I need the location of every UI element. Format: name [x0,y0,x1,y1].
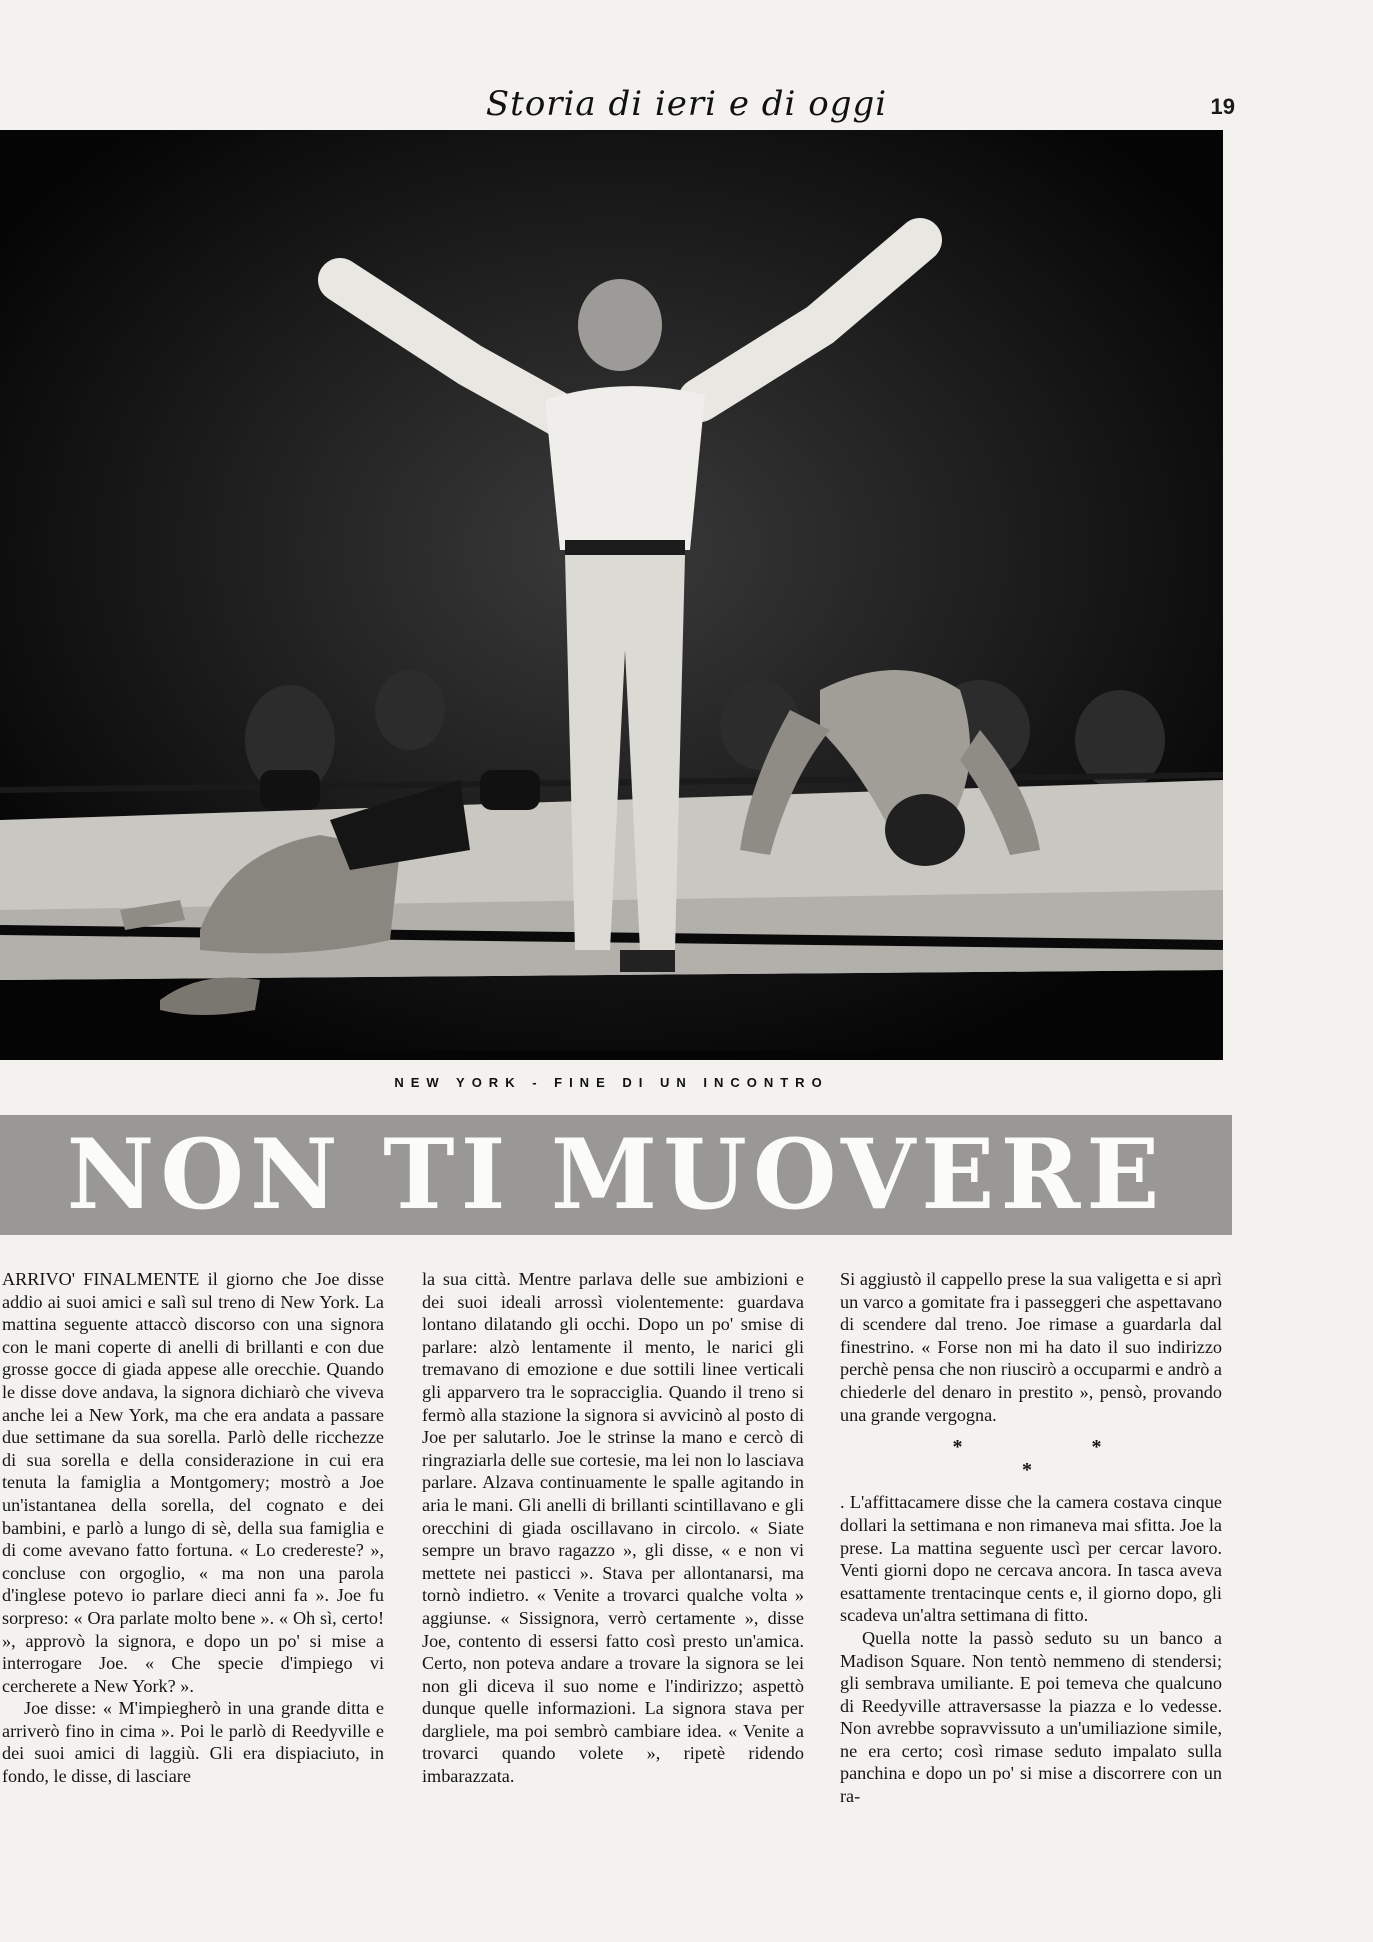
page-number: 19 [1210,94,1235,119]
photo-caption: NEW YORK - FINE DI UN INCONTRO [394,1075,829,1090]
boxing-photo-illustration [0,130,1223,1060]
article-title: NON TI MUOVERE [66,1118,1166,1231]
article-title-band [0,1115,1232,1235]
article-column-2 [422,1268,804,1788]
paragraph: la sua città. Mentre parlava delle sue ambizioni e dei suoi ideali arrossì violentemente: guardava lontano dilatando gli occhi. Dopo un po' smise di parlare: alzò lentamente il mento, le narici gli tremavano di emozione e due sottili linee verticali gli apparvero tra le sopracciglia. Quando il treno si fermò alla stazione la signora si avvicinò al posto di Joe per salutarlo. Joe le strinse la mano e cercò di ringraziarla delle sue cortesie, ma lei non lo lasciava parlare. Alzava continuamente le spalle agitando in aria le mani. Gli anelli di brillanti scintillavano e gli orecchini di giada oscillavano in circolo. « Siate sempre un bravo ragazzo », gli disse, « e non vi mettete nei pasticci ». Stava per allontanarsi, ma tornò indietro. « Venite a trovarci qualche volta » aggiunse. « Sissignora, verrò certamente », disse Joe, contento di essersi fatto così presto un'amica. Certo, non poteva andare a trovare la signora se lei non gli diceva il suo nome e l'indirizzo; aspettò dunque quelle informazioni. La signora stava per dargliele, ma poi sembrò cambiare idea. « Venite a trovarci quando volete », ripetè ridendo imbarazzata. [422,1269,804,1787]
article-body [0,1268,1373,1898]
section-break: * * * [952,1436,1164,1481]
paragraph: . L'affittacamere disse che la camera costava cinque dollari la settimana e non rimaneva mai sfitta. Joe la prese. La mattina seguente uscì per cercar lavoro. Venti giorni dopo ne cercava ancora. In tasca aveva esattamente trentacinque cents e, il giorno dopo, gli scadeva un'altra settimana di fitto. [840,1492,1222,1626]
paragraph: Si aggiustò il cappello prese la sua valigetta e si aprì un varco a gomitate fra i passeggeri che aspettavano di scendere dal treno. Joe rimase a guardarla dal finestrino. « Forse non mi ha dato il suo indirizzo perchè pensa che non riuscirò a occuparmi e andrò a chiederle del denaro in prestito », pensò, provando una grande vergogna. [840,1269,1222,1425]
boxing-photo [0,130,1223,1060]
running-header-title: Storia di ieri e di oggi [485,84,888,124]
paragraph: ARRIVO' FINALMENTE il giorno che Joe disse addio ai suoi amici e salì sul treno di New York. La mattina seguente attaccò discorso con una signora con le mani coperte di anelli di brillanti e con due grosse gocce di giada appese alle orecchie. Quando le disse dove andava, la signora dichiarò che viveva anche lei a New York, ma che era andata a passare due settimane da sua sorella. Parlò delle ricchezze di sua sorella e della considerazione in cui era tenuta la famiglia a Montgomery; mostrò a Joe un'istantanea della sorella, del cognato e dei bambini, e parlò a lungo di sè, della sua famiglia e di come avevano fatto fortuna. « Lo credereste? », concluse con orgoglio, « ma non una parola d'inglese potevo io parlare dieci anni fa ». Joe fu sorpreso: « Ora parlate molto bene ». « Oh sì, certo! », approvò la signora, e dopo un po' si mise a interrogare Joe. « Che specie d'impiego vi cercherete a New York? ». [2,1269,384,1696]
paragraph: Quella notte la passò seduto su un banco a Madison Square. Non tentò nemmeno di stendersi; gli sembrava umiliante. E poi temeva che qualcuno di Reedyville attraversasse la piazza e lo vedesse. Non avrebbe sopravvissuto a un'umiliazione simile, ne era certo; così rimase seduto impalato sulla panchina e dopo un po' si mise a discorrere con un ra- [840,1627,1222,1807]
article-column-1 [0,1268,384,1788]
paragraph: Joe disse: « M'impiegherò in una grande ditta e arriverò fino in cima ». Poi le parlò di Reedyville e dei suoi amici di laggiù. Gli era dispiaciuto, in fondo, le disse, di lasciare [2,1698,384,1787]
article-column-3 [840,1268,1222,1808]
